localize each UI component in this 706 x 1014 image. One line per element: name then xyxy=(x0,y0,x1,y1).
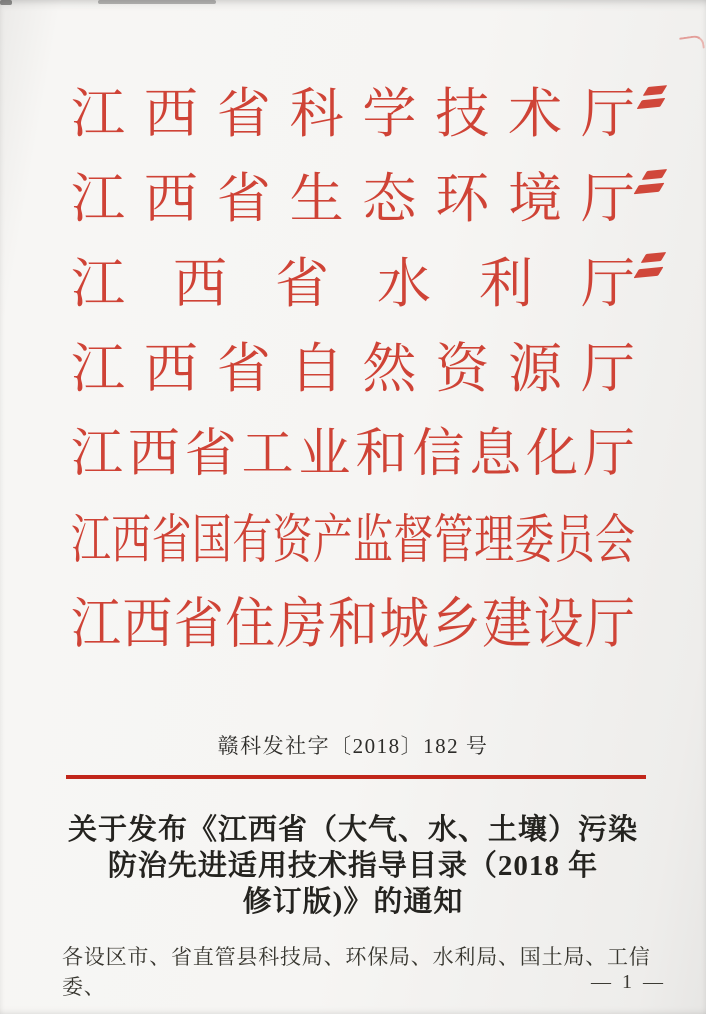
ink-bleed-mark xyxy=(642,169,668,180)
ink-bleed-mark xyxy=(641,252,667,263)
ink-bleed-mark xyxy=(634,267,664,278)
ink-bleed-mark xyxy=(643,85,668,96)
agency-name: 江西省住房和城乡建设厅 xyxy=(71,593,635,655)
agency-name: 江西省国有资产监督管理委员会 xyxy=(71,509,635,570)
document-title xyxy=(55,812,651,920)
ink-bleed-mark xyxy=(634,183,665,194)
pen-mark-artifact xyxy=(679,34,705,51)
agency-name: 江西省生态环境厅 xyxy=(71,169,635,229)
letterhead xyxy=(71,72,635,667)
page-number: — 1 — xyxy=(591,971,666,993)
scan-smudge-top xyxy=(98,0,216,4)
scan-smudge-top-left xyxy=(0,0,12,5)
agency-name: 江西省水利厅 xyxy=(71,254,635,314)
title-line: 关于发布《江西省（大气、水、土壤）污染 xyxy=(67,814,638,846)
title-line: 防治先进适用技术指导目录（2018 年 xyxy=(107,850,599,882)
ink-bleed-mark xyxy=(637,98,666,109)
title-line: 修订版)》的通知 xyxy=(242,886,464,918)
red-divider-line xyxy=(66,775,646,779)
addressee-line: 各设区市、省直管县科技局、环保局、水利局、国土局、工信委、 xyxy=(62,945,651,999)
document-number: 赣科发社字〔2018〕182 号 xyxy=(217,734,489,758)
agency-name: 江西省科学技术厅 xyxy=(71,84,635,144)
agency-name: 江西省工业和信息化厅 xyxy=(71,426,635,483)
agency-name: 江西省自然资源厅 xyxy=(71,339,635,399)
